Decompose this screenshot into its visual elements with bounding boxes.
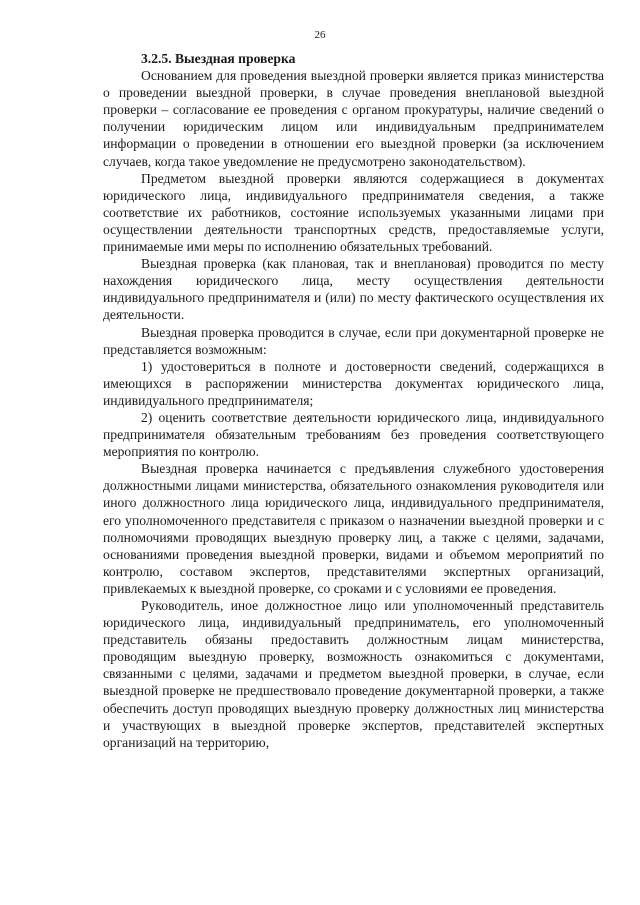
- paragraph-conditions: Выездная проверка проводится в случае, если при документарной проверке не представляется возможным:: [103, 324, 604, 357]
- section-body: [103, 50, 604, 751]
- page-number: 26: [314, 29, 326, 41]
- paragraph-start: Выездная проверка начинается с предъявления служебного удостоверения должностными лицами министерства, обязательного ознакомления руководителя или иного должностного лица юридического лица, индивидуального предпринимателя, его уполномоченного представителя с приказом о назначении выездной проверки и с полномочиями проводящих выездную проверку лиц, а также с целями, задачами, основаниями проведения выездной проверки, видами и объемом мероприятий по контролю, составом экспертов, представителями экспертных организаций, привлекаемых к выездной проверке, со сроками и с условиями ее проведения.: [103, 461, 604, 596]
- paragraph-subject: Предметом выездной проверки являются содержащиеся в документах юридического лица, индивидуального предпринимателя сведения, а также соответствие их работников, состояние используемых указанными лицами при осуществлении деятельности транспортных средств, предоставляемые услуги, принимаемые ими меры по исполнению обязательных требований.: [103, 170, 604, 255]
- paragraph-basis: Основанием для проведения выездной проверки является приказ министерства о проведении выездной проверки, в случае проведения внеплановой выездной проверки – согласование ее проведения с органом прокуратуры, наличие сведений о получении юридическим лицом или индивидуальным предпринимателем информации о проведении в отношении его выездной проверки (за исключением случаев, когда такое уведомление не предусмотрено законодательством).: [103, 68, 604, 169]
- paragraph-location: Выездная проверка (как плановая, так и внеплановая) проводится по месту нахождения юридического лица, месту осуществления деятельности индивидуального предпринимателя и (или) по месту фактического осуществления их деятельности.: [103, 256, 604, 323]
- paragraph-obligations: Руководитель, иное должностное лицо или уполномоченный представитель юридического лица, индивидуальный предприниматель, его уполномоченный представитель обязаны предоставить должностным лицам министерства, проводящим выездную проверку, возможность ознакомиться с документами, связанными с целями, задачами и предметом выездной проверки, в случае, если выездной проверке не предшествовало проведение документарной проверки, а также обеспечить доступ проводящих выездную проверку должностных лиц министерства и участвующих в выездной проверке экспертов, представителей экспертных организаций на территорию,: [103, 598, 604, 750]
- section-heading: 3.2.5. Выездная проверка: [141, 51, 296, 66]
- paragraph-condition-2: 2) оценить соответствие деятельности юридического лица, индивидуального предпринимателя обязательным требованиям без проведения соответствующего мероприятия по контролю.: [103, 409, 604, 460]
- paragraph-condition-1: 1) удостовериться в полноте и достоверности сведений, содержащихся в имеющихся в распоряжении министерства документах юридического лица, индивидуального предпринимателя;: [103, 358, 604, 408]
